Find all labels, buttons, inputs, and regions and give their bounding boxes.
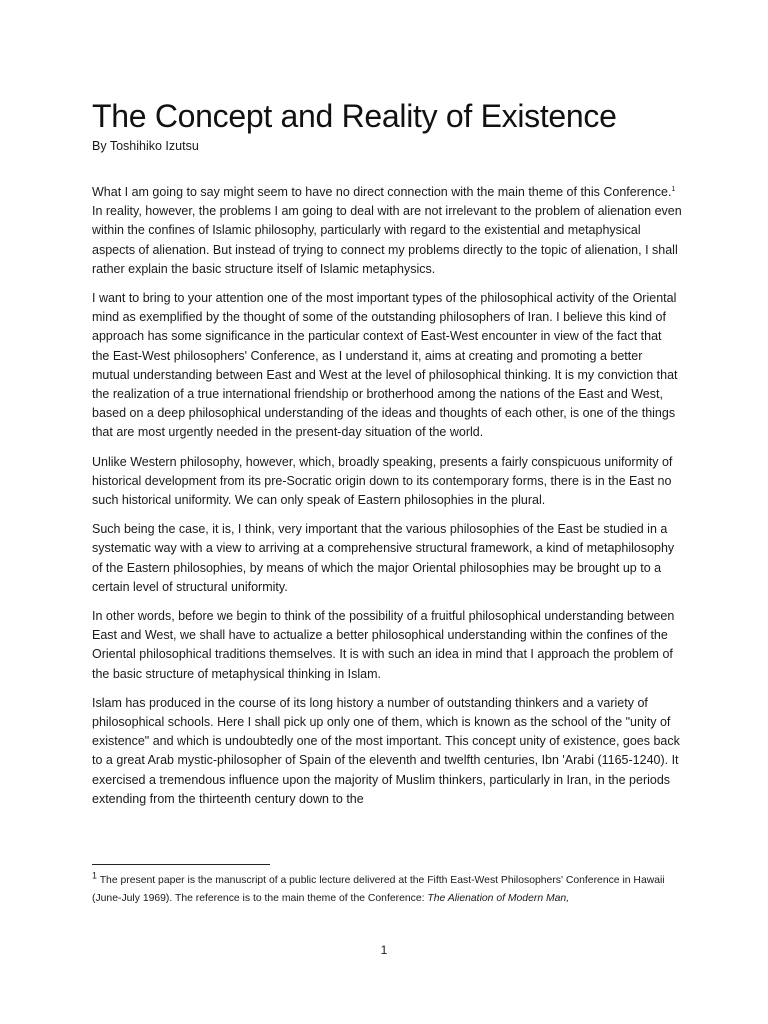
paragraph-5: In other words, before we begin to think of the possibility of a fruitful philosophical understanding between East and West, we shall have to actualize a better philosophical understanding within the confines of the Oriental philosophical traditions themselves. It is with such an idea in mind that I approach the problem of the basic structure of metaphysical thinking in Islam. <box>92 609 675 681</box>
paragraph-2: I want to bring to your attention one of the most important types of the philosophical activity of the Oriental mind as exemplified by the thought of some of the outstanding philosophers of Iran. I believe this kind of approach has some significance in the particular context of East-West encounter in view of the fact that the East-West philosophers' Conference, as I understand it, aims at creating and promoting a better mutual understanding between East and West at the level of philosophical thinking. It is my conviction that the realization of a true international friendship or brotherhood among the nations of the East and West, based on a deep philosophical understanding of the ideas and thoughts of each other, is one of the things that are most urgently needed in the present-day situation of the world. <box>92 291 678 440</box>
paragraph-1-text-b: In reality, however, the problems I am going to deal with are not irrelevant to the problem of alienation even within the confines of Islamic philosophy, particularly with regard to the existential and metaphysical aspects of alienation. But instead of trying to connect my problems directly to the topic of alienation, I shall rather explain the basic structure itself of Islamic metaphysics. <box>92 204 682 276</box>
author-byline: By Toshihiko Izutsu <box>92 139 199 153</box>
paragraph-1 <box>92 183 682 279</box>
footnote-number: 1 <box>92 870 98 881</box>
footnote-work-title: The Alienation of Modern Man, <box>427 893 570 904</box>
paragraph-3: Unlike Western philosophy, however, which, broadly speaking, presents a fairly conspicuous uniformity of historical development from its pre-Socratic origin down to its contemporary forms, there is in the East no such historical uniformity. We can only speak of Eastern philosophies in the plural. <box>92 454 673 508</box>
footnote-divider <box>92 864 270 865</box>
paragraph-4: Such being the case, it is, I think, very important that the various philosophies of the East be studied in a systematic way with a view to arriving at a comprehensive structural framework, a kind of metaphilosophy of the Eastern philosophies, by means of which the major Oriental philosophies may be brought up to a certain level of structural uniformity. <box>92 522 675 594</box>
footnote-text: The present paper is the manuscript of a public lecture delivered at the Fifth East-West Philosophers' Conference in Hawaii (June-July 1969). The reference is to the main theme of the Conference: <box>92 875 665 904</box>
paragraph-6: Islam has produced in the course of its long history a number of outstanding thinkers and a variety of philosophical schools. Here I shall pick up only one of them, which is known as the school of the "unity of existence" and which is undoubtedly one of the most important. This concept unity of existence, goes back to a great Arab mystic-philosopher of Spain of the eleventh and twelfth centuries, Ibn 'Arabi (1165-1240). It exercised a tremendous influence upon the majority of Muslim thinkers, particularly in Iran, in the periods extending from the thirteenth century down to the <box>92 695 680 806</box>
paragraph-1-text-a: What I am going to say might seem to have no direct connection with the main theme of this Conference. <box>92 185 672 199</box>
footnote <box>92 872 682 908</box>
footnote-reference: 1 <box>671 185 676 193</box>
body-text <box>92 183 682 819</box>
page-number: 1 <box>380 943 388 957</box>
page-title: The Concept and Reality of Existence <box>92 98 617 134</box>
